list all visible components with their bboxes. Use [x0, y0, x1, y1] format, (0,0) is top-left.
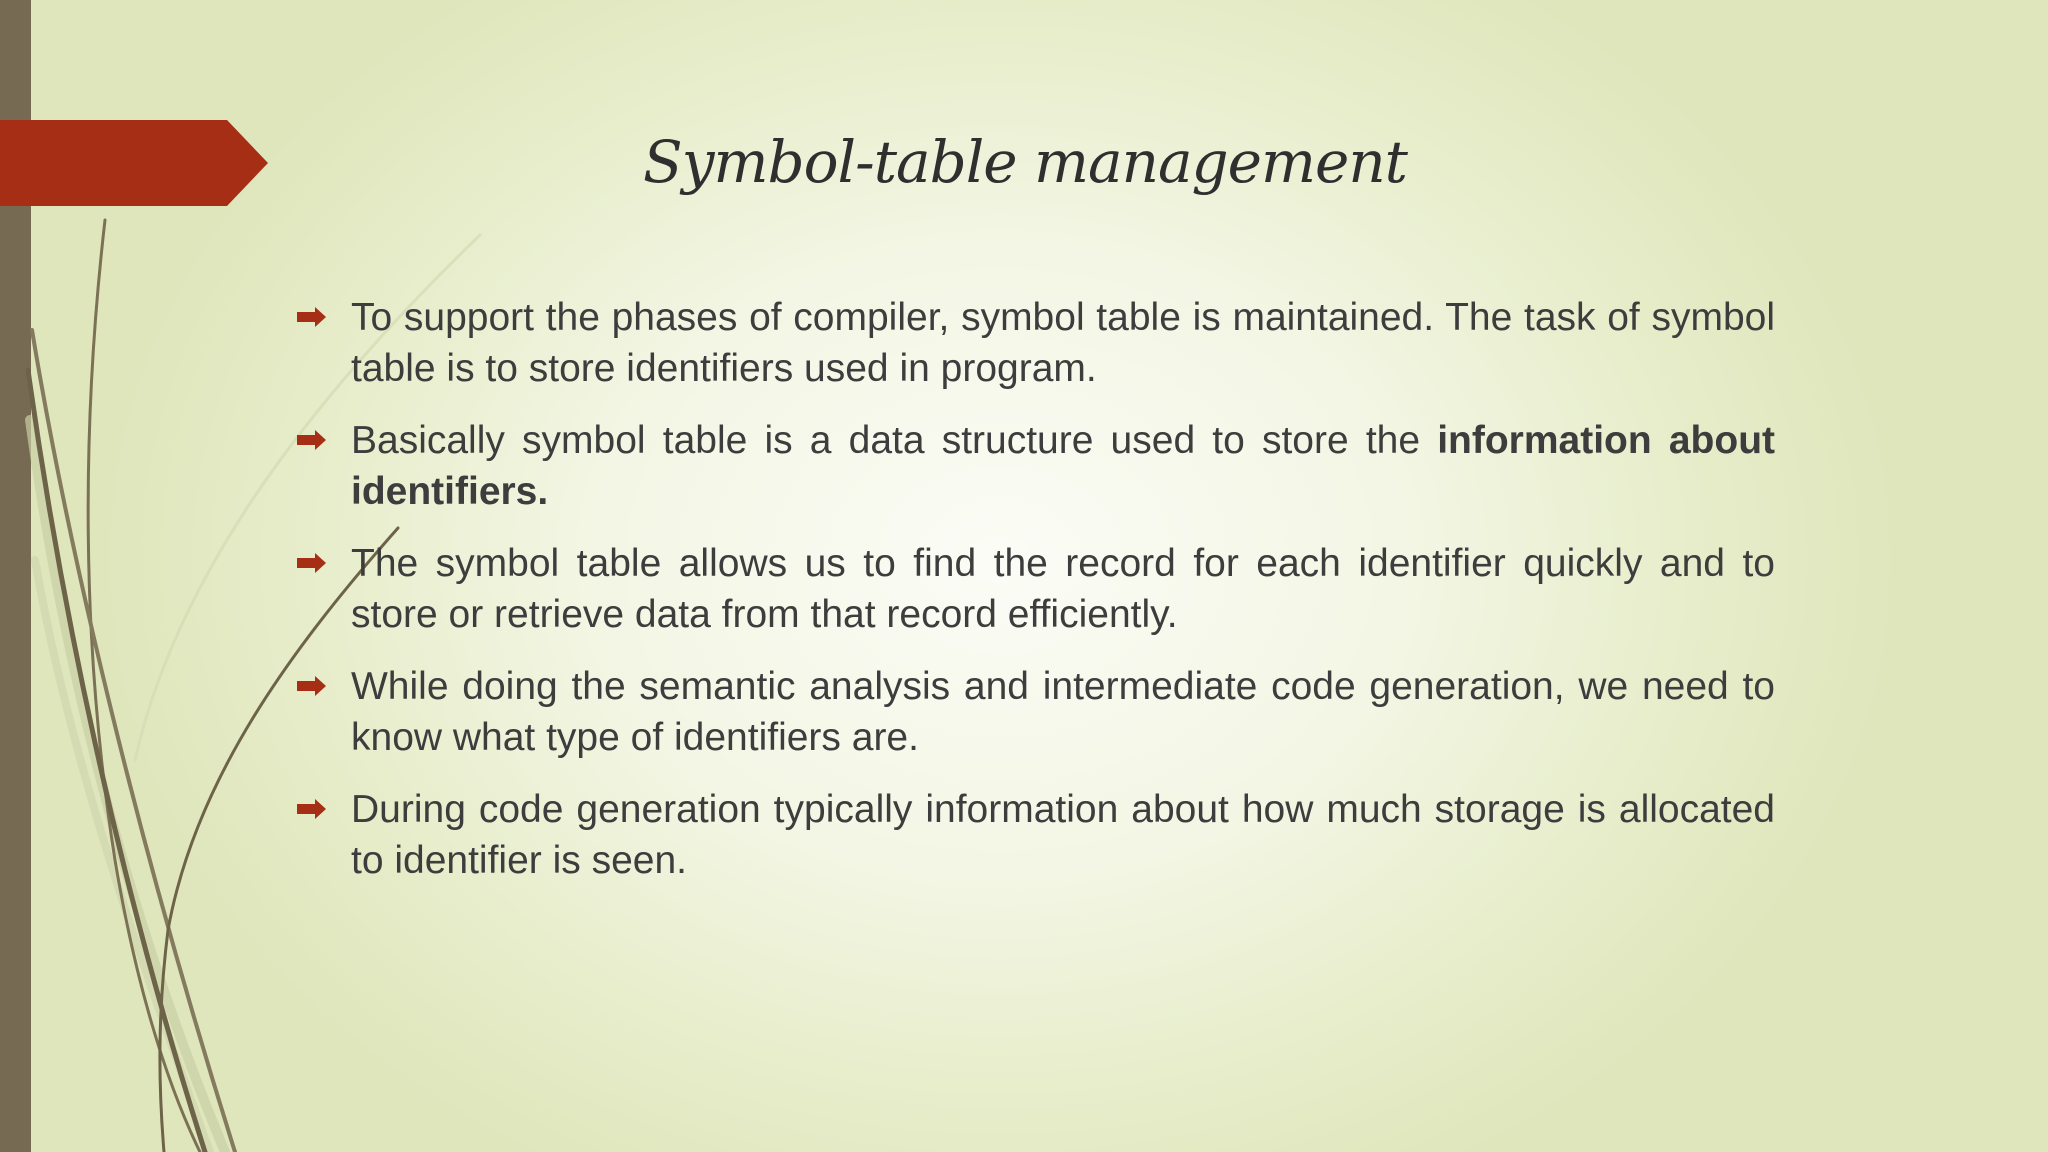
bullet-text: Basically symbol table is a data structure used to store the — [351, 419, 1438, 462]
bullet-item — [295, 661, 1775, 763]
arrow-right-icon — [295, 676, 327, 696]
arrow-right-icon — [295, 307, 327, 327]
bullet-item — [295, 784, 1775, 886]
bullet-text: The symbol table allows us to find the record for each identifier quickly and to store or retrieve data from that record efficiently. — [351, 542, 1775, 636]
bullet-list — [295, 292, 1775, 907]
arrow-right-icon — [295, 430, 327, 450]
title-accent-tab — [0, 120, 270, 206]
bullet-text: While doing the semantic analysis and intermediate code generation, we need to know what type of identifiers are. — [351, 665, 1775, 759]
bullet-text: To support the phases of compiler, symbol table is maintained. The task of symbol table is to store identifiers used in program. — [351, 296, 1775, 390]
bullet-item — [295, 415, 1775, 517]
arrow-right-icon — [295, 553, 327, 573]
bullet-bold-text: information about identifiers. — [351, 419, 1776, 513]
bullet-item — [295, 292, 1775, 394]
bullet-text: During code generation typically information about how much storage is allocated to identifier is seen. — [351, 788, 1775, 882]
bullet-item — [295, 538, 1775, 640]
slide-title: Symbol-table management — [643, 128, 1407, 196]
arrow-right-icon — [295, 799, 327, 819]
